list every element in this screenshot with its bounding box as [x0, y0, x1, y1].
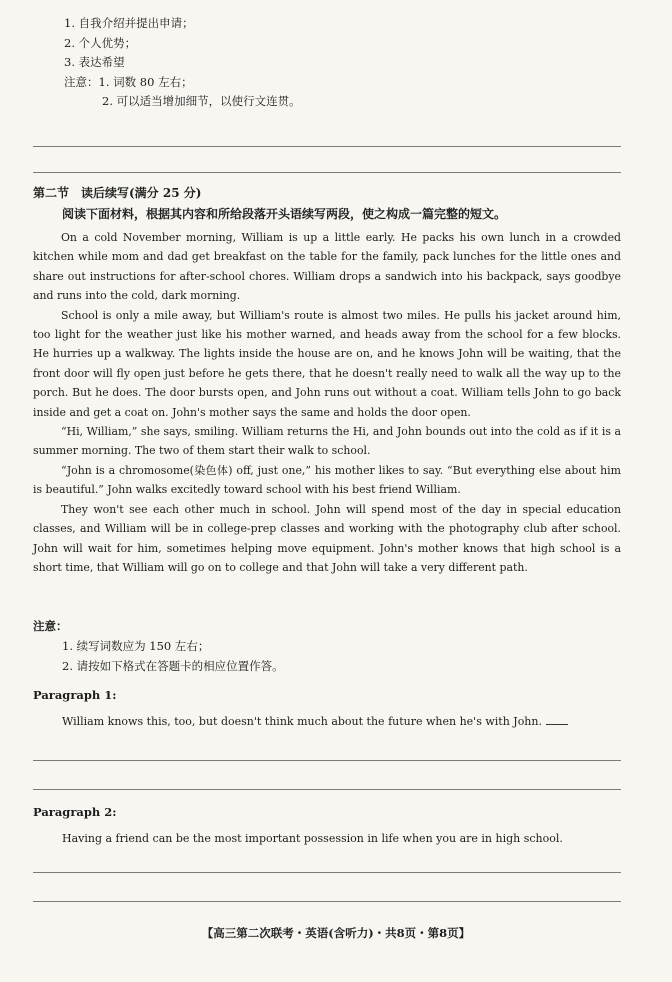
outline-item-1: 1. 自我介绍并提出申请； — [64, 16, 194, 30]
reading-passage — [33, 228, 621, 577]
outline-item-2: 2. 个人优势； — [64, 35, 137, 50]
answer-line — [33, 872, 621, 873]
notes-item-2: 2. 请按如下格式在答题卡的相应位置作答。 — [62, 659, 284, 673]
paragraph-2-start: Having a friend can be the most important possession in life when you are in high school. — [62, 832, 563, 845]
paragraph-1-label: Paragraph 1: — [33, 688, 117, 702]
fill-blank-line — [546, 723, 568, 725]
paragraph-2-label: Paragraph 2: — [33, 805, 117, 819]
passage-paragraph: On a cold November morning, William is up a little early. He packs his own lunch in a crowded kitchen while mom and dad get breakfast on the table for the family, pack lunches for the little ones and share out instructions for after-school chores. William drops a sandwich into his backpack, says goodbye and runs into the cold, dark morning. — [33, 231, 621, 303]
section-instruction: 阅读下面材料，根据其内容和所给段落开头语续写两段，使之构成一篇完整的短文。 — [62, 207, 507, 221]
outline-item-3: 3. 表达希望 — [64, 55, 125, 69]
page-footer: 【高三第二次联考・英语(含听力)・共8页・第8页】 — [201, 926, 471, 940]
passage-paragraph: “John is a chromosome(染色体) off, just one,” his mother likes to say. “But everything else about him is beautiful.” John walks excitedly toward school with his best friend William. — [33, 463, 621, 497]
passage-paragraph: They won't see each other much in school. John will spend most of the day in special education classes, and William will be in college-prep classes and working with the photography club after school. John will wait for him, sometimes helping move equipment. John's mother knows that high school is a short time, that William will go on to college and that John will take a very different path. — [33, 502, 621, 574]
passage-paragraph: School is only a mile away, but William's route is almost two miles. He pulls his jacket around him, too light for the weather just like his mother warned, and heads away from the school for a few blocks. He hurries up a walkway. The lights inside the house are on, and he knows John will be waiting, that the front door will fly open just before he gets there, that he doesn't really need to walk all the way up to the porch. But he does. The door bursts open, and John runs out without a coat. William tells John to go back inside and get a coat on. John's mother says the same and holds the door open. — [33, 308, 621, 419]
notes-item-1: 1. 续写词数应为 150 左右； — [62, 639, 210, 653]
passage-paragraph: “Hi, William,” she says, smiling. William returns the Hi, and John bounds out into the cold as if it is a summer morning. The two of them start their walk to school. — [33, 425, 621, 458]
paragraph-1-start — [62, 715, 568, 728]
writing-task-outline — [64, 14, 301, 112]
answer-line — [33, 172, 621, 173]
writing-notes — [33, 616, 284, 676]
section-heading: 第二节 读后续写(满分 25 分) — [33, 186, 202, 200]
answer-line — [33, 146, 621, 147]
answer-line — [33, 760, 621, 761]
answer-line — [33, 901, 621, 902]
outline-note-2: 2. 可以适当增加细节，以使行文连贯。 — [102, 94, 301, 108]
answer-line — [33, 789, 621, 790]
notes-label: 注意： — [33, 619, 68, 633]
outline-note-1: 注意：1. 词数 80 左右； — [64, 74, 193, 89]
paragraph-1-start-text: William knows this, too, but doesn't think much about the future when he's with John. — [62, 715, 542, 728]
